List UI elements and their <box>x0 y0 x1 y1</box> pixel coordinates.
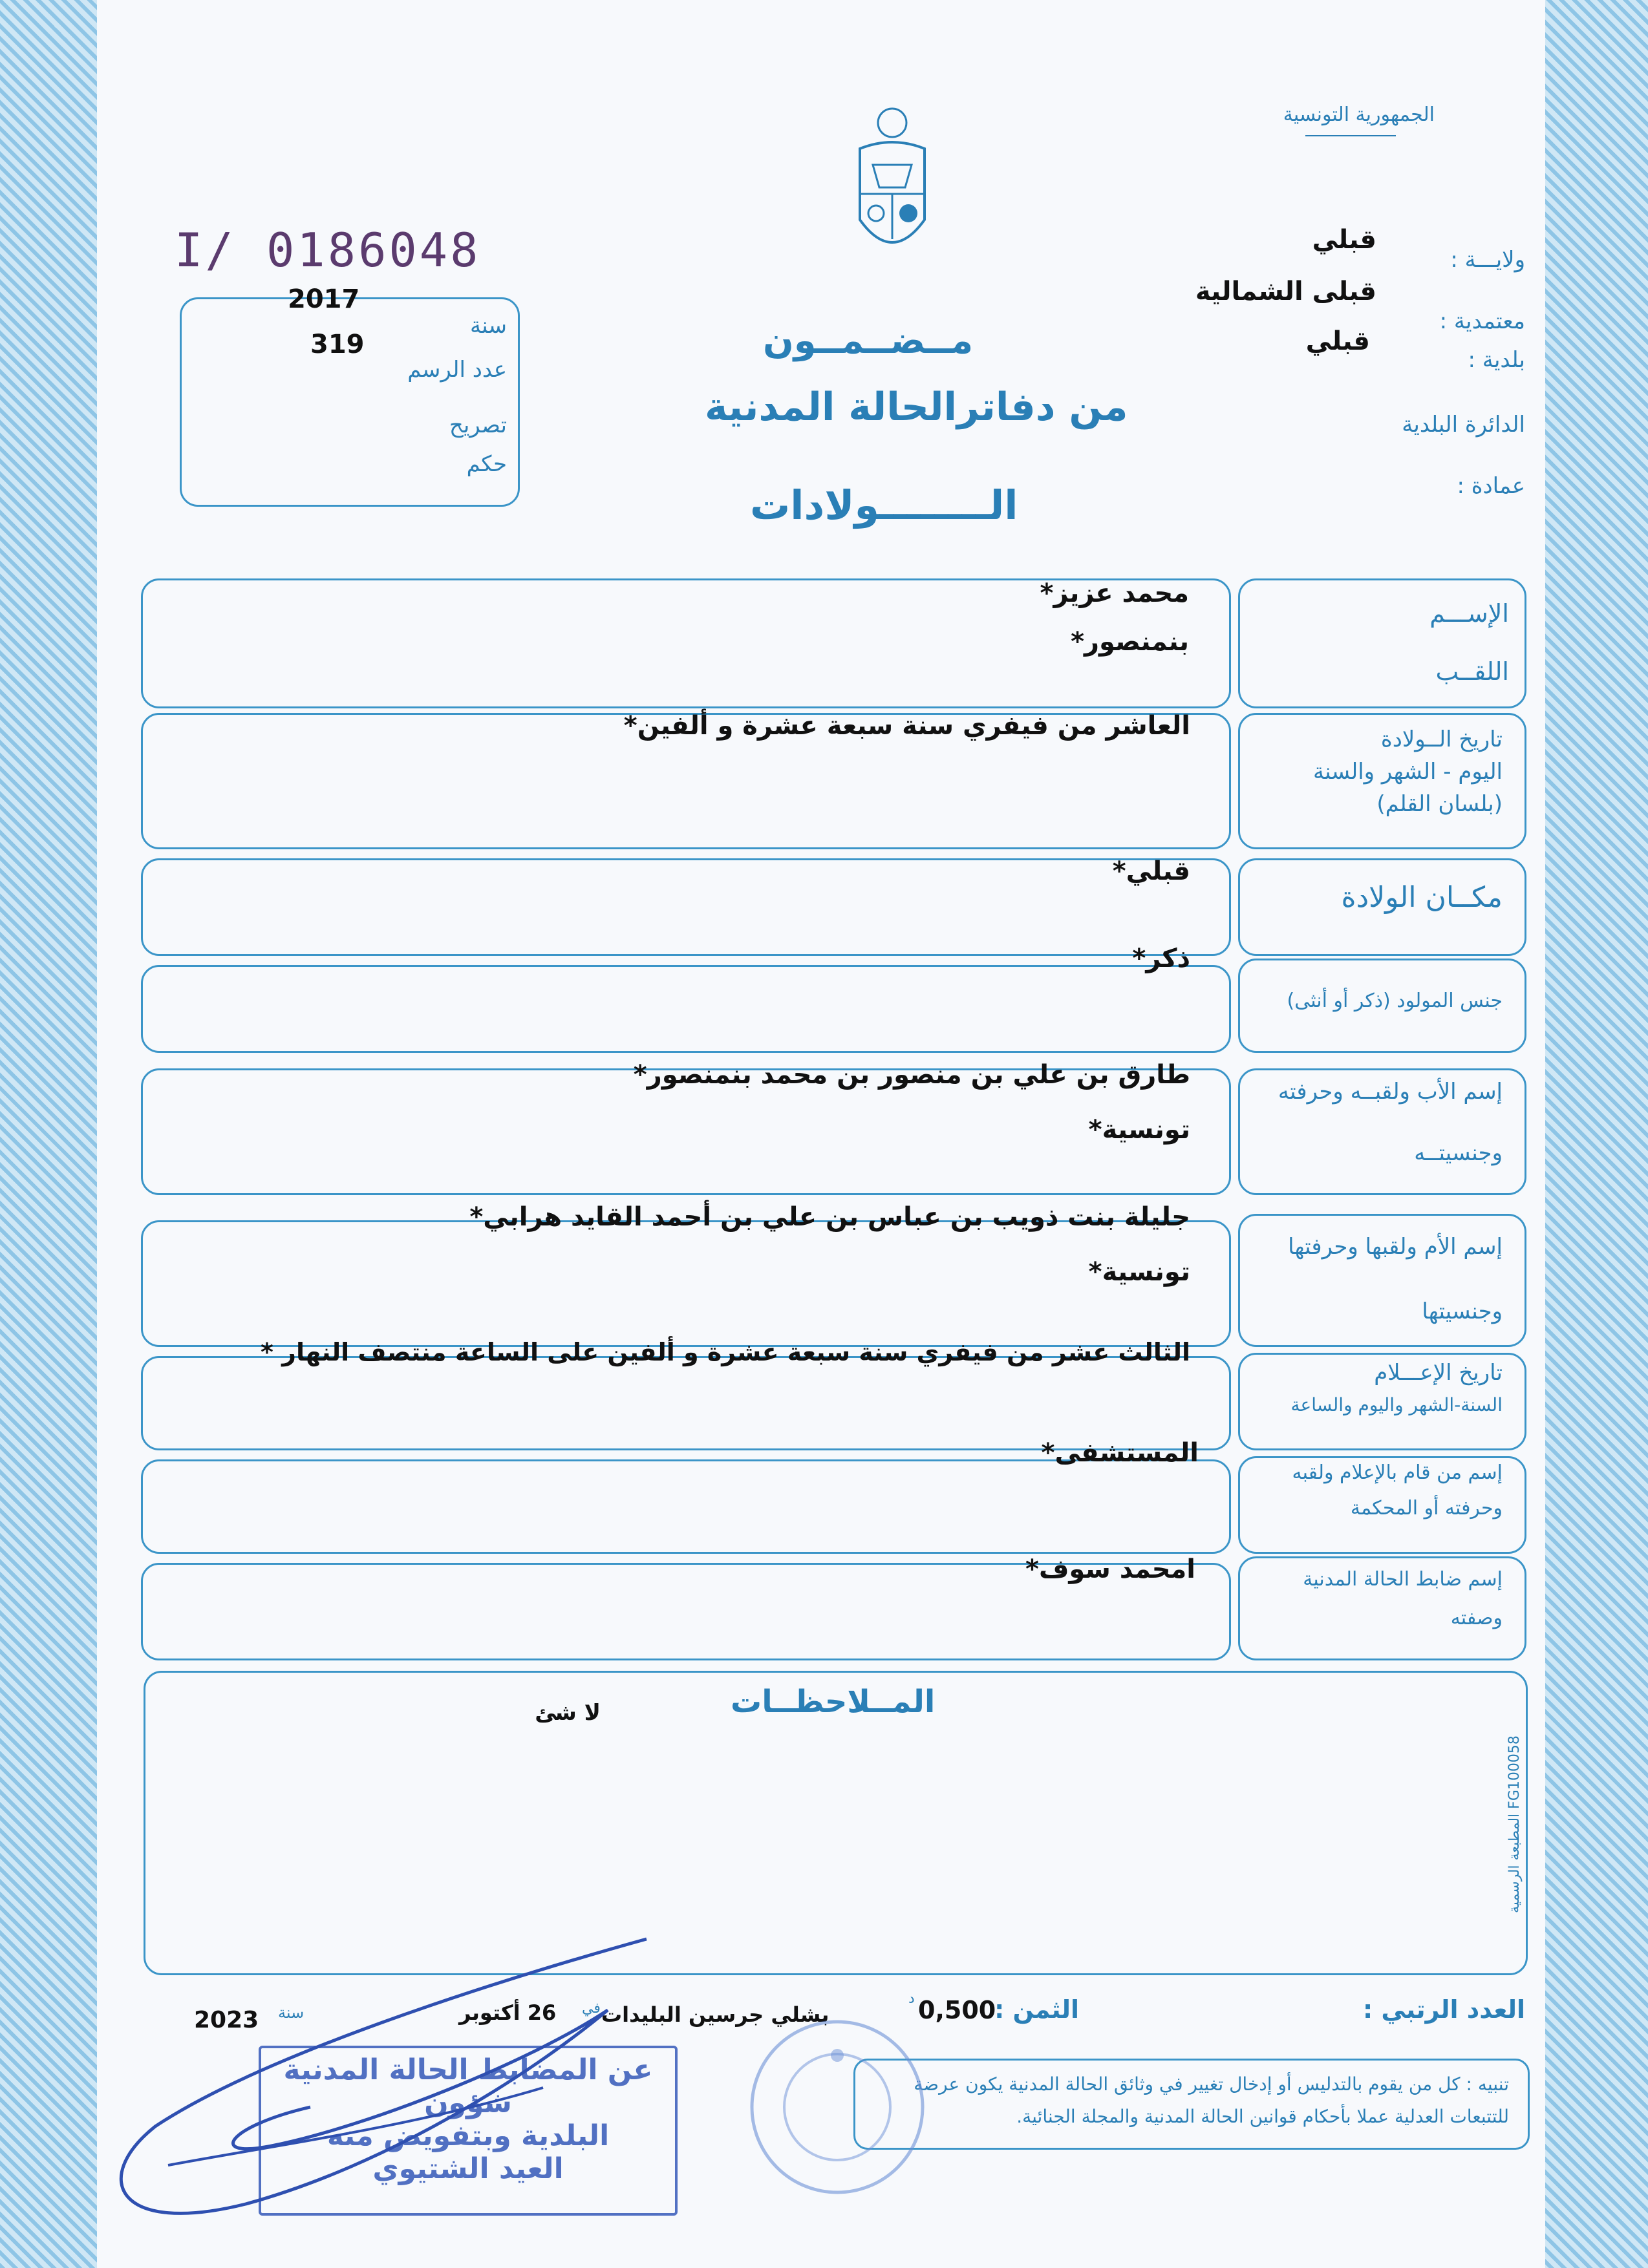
declarant-value: المستشفى* <box>1041 1438 1199 1468</box>
baladiya-label: بلدية : <box>1468 347 1525 373</box>
birthplace-label: مكــان الولادة <box>1341 881 1503 914</box>
serial-label: العدد الرتبي : <box>1362 1995 1525 2024</box>
printer-mark: المطبعة الرسمية FG100058 <box>1506 1735 1523 1913</box>
mootamadiya-value: قبلى الشمالية <box>1195 277 1376 306</box>
republic-text: الجمهورية التونسية <box>1283 103 1435 126</box>
register-number-label: عدد الرسم <box>407 357 507 383</box>
price-unit: د <box>908 1991 915 2007</box>
father-nationality-value: تونسية* <box>1088 1115 1190 1145</box>
stamp-line2: البلدية وبتفويض منه <box>326 2119 610 2152</box>
imada-label: عمادة : <box>1457 473 1525 499</box>
declarant-sublabel: وحرفته أو المحكمة <box>1350 1497 1503 1520</box>
serial-number: I/ 0186048 <box>175 223 481 277</box>
issue-year: 2023 <box>194 2007 259 2033</box>
row-mother-value-box <box>141 1220 1231 1347</box>
warning-text: تنبيه : كل من يقوم بالتدليس أو إدخال تغيير في وثائق الحالة المدنية يكون عرضة للتتبعات العدلية عملا بأحكام قوانين الحالة المدنية والمجلة الجنائية. <box>914 2073 1509 2127</box>
declaration-date-sublabel: السنة-الشهر واليوم والساعة <box>1290 1394 1503 1415</box>
title-births: الــــــــولادات <box>750 482 1018 529</box>
issue-fi-label: في <box>582 2000 601 2017</box>
issue-place: بشلي جرسين البليدات <box>601 2002 829 2027</box>
mother-nationality-value: تونسية* <box>1088 1257 1190 1287</box>
wilaya-label: ولايـــة : <box>1450 247 1525 273</box>
republic-header <box>1176 103 1435 136</box>
father-sublabel: وجنسيتــه <box>1414 1140 1503 1166</box>
declaration-date-label: تاريخ الإعـــلام <box>1374 1360 1503 1386</box>
title-content: مــضــمــون <box>763 320 974 362</box>
mootamadiya-label: معتمدية : <box>1439 308 1525 334</box>
mother-value: جليلة بنت ذويب بن عباس بن علي بن أحمد القايد هرابي* <box>469 1202 1190 1232</box>
birthdate-label: تاريخ الــولادة <box>1380 726 1503 752</box>
father-label: إسم الأب ولقبــه وحرفته <box>1278 1079 1503 1105</box>
birthdate-value: العاشر من فيفري سنة سبعة عشرة و ألفين* <box>623 711 1190 741</box>
father-value: طارق بن علي بن منصور بن محمد بنمنصور* <box>633 1060 1190 1090</box>
remarks-value: لا شئ <box>535 1700 601 1726</box>
daira-label: الدائرة البلدية <box>1402 412 1525 438</box>
sex-label: جنس المولود (ذكر أو أنثى) <box>1287 990 1503 1012</box>
round-seal-icon <box>744 2010 931 2204</box>
surname-label: اللقــب <box>1435 657 1509 686</box>
row-birthplace-value-box <box>141 858 1231 956</box>
price-value: 0,500 <box>918 1996 996 2024</box>
header-divider <box>1305 135 1396 136</box>
year-value: 2017 <box>288 284 360 314</box>
row-declarant-value-box <box>141 1459 1231 1554</box>
stamp-line3: العيد الشتيوي <box>372 2152 564 2185</box>
remarks-title: المــلاحظــات <box>731 1684 936 1720</box>
officer-label: إسم ضابط الحالة المدنية <box>1303 1568 1503 1591</box>
birthplace-value: قبلي* <box>1112 856 1190 886</box>
register-number-value: 319 <box>310 330 365 359</box>
birthdate-note-label: (بلسان القلم) <box>1376 791 1503 817</box>
surname-value: بنمنصور* <box>1071 627 1189 657</box>
wilaya-value: قبلي <box>1312 225 1376 255</box>
issue-year-label: سنة <box>278 2004 305 2022</box>
row-declaration-date-value-box <box>141 1356 1231 1450</box>
row-sex-value-box <box>141 965 1231 1053</box>
declaration-label: تصريح <box>449 412 507 438</box>
declarant-label: إسم من قام بالإعلام ولقبه <box>1292 1461 1503 1484</box>
price-label: الثمن : <box>994 1995 1079 2024</box>
judgment-label: حكم <box>466 451 507 477</box>
baladiya-value: قبلي <box>1305 326 1370 356</box>
signature-icon <box>78 1933 672 2243</box>
year-label: سنة <box>470 313 507 339</box>
officer-sublabel: وصفته <box>1450 1607 1503 1629</box>
officer-value: امحمد سوف* <box>1025 1554 1195 1584</box>
birthdate-sublabel: اليوم - الشهر والسنة <box>1313 759 1503 785</box>
coat-of-arms-icon <box>840 103 944 271</box>
name-label: الإســـم <box>1429 599 1509 628</box>
name-value: محمد عزيز* <box>1040 578 1189 608</box>
sex-value: ذكر* <box>1132 944 1190 973</box>
stamp-line1: عن المضابط الحالة المدنية شؤون <box>283 2053 653 2119</box>
mother-sublabel: وجنسيتها <box>1422 1298 1503 1324</box>
issue-date: 26 أكتوبر <box>459 2000 557 2025</box>
mother-label: إسم الأم ولقبها وحرفتها <box>1288 1234 1503 1260</box>
title-registers: من دفاترالحالة المدنية <box>705 385 1128 430</box>
declaration-date-value: الثالث عشر من فيفري سنة سبعة عشرة و ألفين على الساعة منتصف النهار * <box>260 1338 1190 1366</box>
